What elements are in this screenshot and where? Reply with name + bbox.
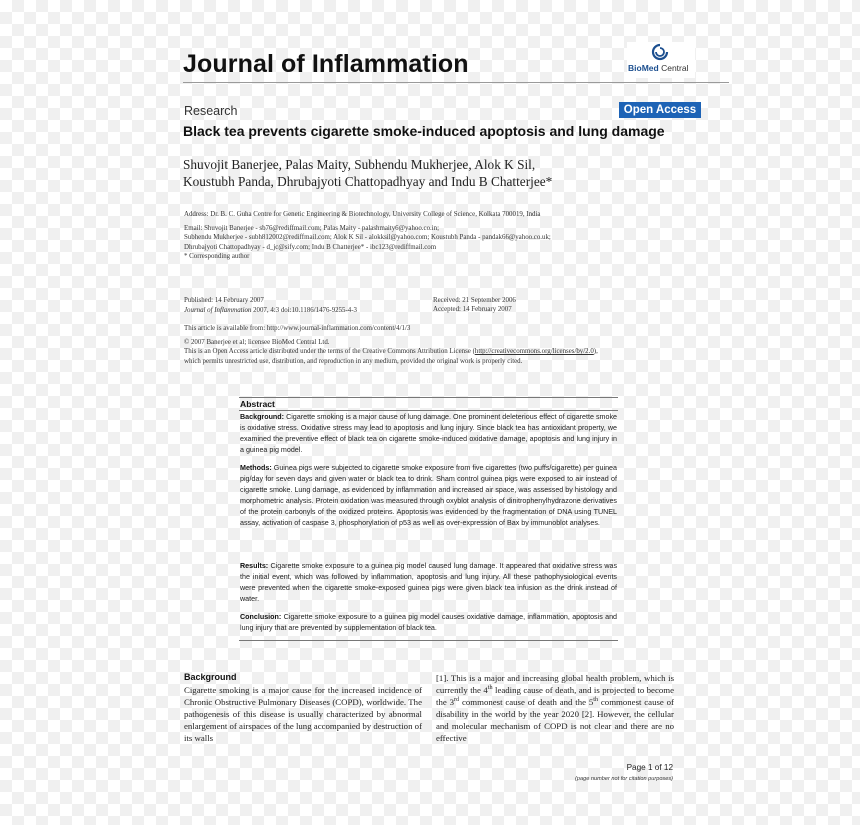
abstract-conclusion-label: Conclusion: [240, 613, 282, 621]
body-text: commonest cause of disability in the world by the year 2020 [2]. However, the cellular and molecular mechanism of COPD is not clear and there are no effective [436, 697, 674, 744]
superscript: rd [453, 697, 460, 704]
superscript: th [487, 685, 493, 692]
published-date: Published: 14 February 2007 [184, 297, 264, 304]
body-text: leading cause of death, and is projected to become the 3 [436, 685, 675, 708]
header-rule [183, 82, 729, 83]
history-dates [433, 296, 516, 315]
abstract-heading-rule [239, 410, 618, 411]
accepted-date: Accepted: 14 February 2007 [433, 306, 512, 314]
abstract-results [240, 561, 617, 605]
address: Address: Dr. B. C. Guha Centre for Genetic Engineering & Biotechnology, University College of Science, Kolkata 700019, India [184, 211, 541, 218]
body-column-left: Cigarette smoking is a major cause for the increased incidence of Chronic Obstructive Pulmonary Diseases (COPD), worldwide. The pathogenesis of this disease is usually characterized by abnormal enlargement of airspaces of the lung accompanied by destruction of its walls [184, 685, 423, 744]
abstract-top-rule [239, 397, 618, 398]
superscript: th [593, 697, 599, 704]
abstract-methods [240, 463, 617, 528]
citation [184, 306, 357, 315]
abstract-conclusion-text: Cigarette smoke exposure to a guinea pig model causes oxidative damage, inflammation, apoptosis and lung injury that are prevented by supplementation of black tea. [240, 613, 618, 632]
author-list [183, 156, 703, 190]
email-line: Subhendu Mukherjee - subh812002@rediffmail.com; Alok K Sil - alokksil@yahoo.com; Koustubh Panda - pandak66@yahoo.co.uk; [184, 234, 551, 242]
authors-line-1: Shuvojit Banerjee, Palas Maity, Subhendu Mukherjee, Alok K Sil, [183, 157, 536, 172]
open-access-badge: Open Access [619, 102, 701, 118]
publisher-logo [627, 42, 695, 78]
logo-suffix: Central [661, 63, 689, 73]
email-block [184, 224, 551, 261]
citation-journal: Journal of Inflammation [184, 307, 252, 315]
abstract-background-label: Background: [240, 413, 285, 421]
license-block [184, 338, 598, 366]
body-text: [1]. This is a major and increasing global health problem, which is currently the 4 [436, 673, 674, 696]
page-number-note: (page number not for citation purposes) [575, 776, 673, 782]
email-line: Dhrubajyoti Chattopadhyay - d_jc@sify.com; Indu B Chatterjee* - ibc123@rediffmail.com [184, 243, 437, 251]
license-line-2: which permits unrestricted use, distribution, and reproduction in any medium, provided the original work is properly cited. [184, 357, 523, 365]
article-url: This article is available from: http://www.journal-inflammation.com/content/4/1/3 [184, 325, 411, 332]
abstract-results-label: Results: [240, 562, 269, 570]
abstract-results-text: Cigarette smoke exposure to a guinea pig model caused lung damage. It appeared that oxidative stress was the initial event, which was followed by inflammation, apoptosis and lung injury. All these pathophysiological events were prevented when the cigarette smoke-exposed guinea pigs were given black tea infusion as the drink instead of water. [240, 562, 618, 603]
license-link[interactable]: http://creativecommons.org/licenses/by/2.0 [474, 348, 594, 356]
background-heading: Background [184, 672, 237, 682]
logo-text [628, 63, 688, 73]
abstract-background [240, 412, 617, 456]
abstract-bottom-rule [239, 640, 618, 641]
license-line-1 [184, 347, 598, 356]
email-line: Email: Shuvojit Banerjee - sb76@rediffmail.com; Palas Maity - palashmaity6@yahoo.co.in; [184, 225, 440, 232]
biomed-swirl-icon [650, 43, 670, 61]
page-number: Page 1 of 12 [626, 763, 673, 772]
section-label: Research [184, 104, 238, 118]
license-text-end: ), [593, 348, 598, 356]
body-column-right [436, 672, 674, 745]
article-title: Black tea prevents cigarette smoke-induced apoptosis and lung damage [183, 123, 665, 139]
abstract-methods-label: Methods: [240, 464, 272, 472]
publication-info [184, 296, 357, 316]
license-text: This is an Open Access article distributed under the terms of the Creative Commons Attribution License ( [184, 348, 475, 356]
abstract-conclusion [240, 612, 617, 634]
body-text: commonest cause of death and the 5 [459, 697, 594, 708]
authors-line-2: Koustubh Panda, Dhrubajyoti Chattopadhyay and Indu B Chatterjee* [183, 174, 553, 189]
corresponding-author-note: * Corresponding author [184, 252, 250, 260]
journal-title: Journal of Inflammation [183, 50, 469, 78]
citation-details: 2007, 4:3 doi:10.1186/1476-9255-4-3 [251, 307, 357, 315]
abstract-methods-text: Guinea pigs were subjected to cigarette smoke exposure from five cigarettes (two puffs/cigarette) per guinea pig/day for seven days and given water or black tea to drink. Sham control guinea pigs were exposed to air instead of cigarette smoke. Lung damage, as evidenced by inflammation and increased air space, was assessed by histology and morphometric analysis. Protein oxidation was measured through oxyblot analysis of dinitrophenylhydrazone derivatives of the protein carbonyls of the oxidized proteins. Apoptosis was evidenced by the fragmentation of DNA using TUNEL assay, activation of caspase 3, phosphorylation of p53 as well as over-expression of Bax by immunoblot analyses. [240, 464, 617, 527]
abstract-heading: Abstract [240, 399, 275, 409]
abstract-background-text: Cigarette smoking is a major cause of lung damage. One prominent deleterious effect of cigarette smoke is oxidative stress. Oxidative stress may lead to apoptosis and lung injury. Since black tea has antioxidant property, we examined the preventive effect of black tea on cigarette smoke-induced oxidative damage, apoptosis and lung injury in a guinea pig model. [240, 413, 617, 454]
logo-brand: BioMed [628, 63, 659, 73]
received-date: Received: 21 September 2006 [433, 297, 516, 304]
copyright-line: © 2007 Banerjee et al; licensee BioMed Central Ltd. [184, 339, 330, 346]
